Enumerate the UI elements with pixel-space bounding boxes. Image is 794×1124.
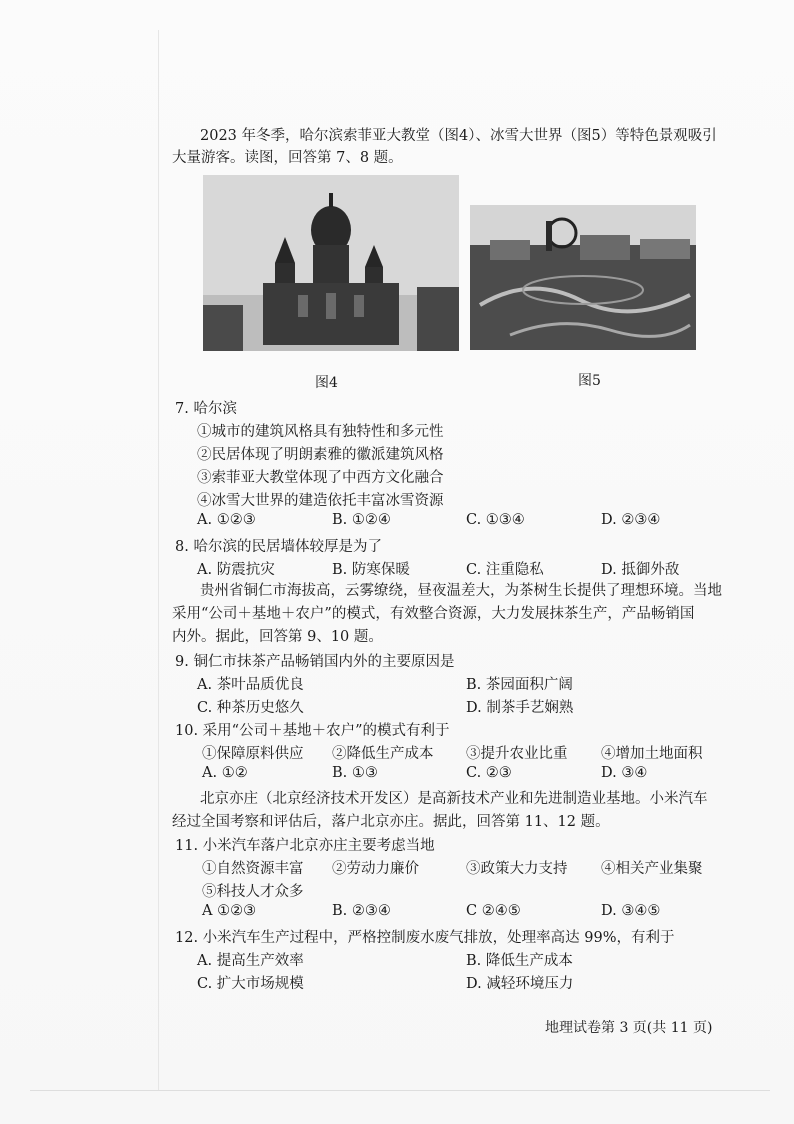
question-10-item-2: ②降低生产成本: [332, 746, 434, 762]
question-9-option-d[interactable]: D. 制茶手艺娴熟: [466, 700, 574, 716]
question-8-option-b[interactable]: B. 防寒保暖: [332, 562, 410, 578]
intro-q11-12-line1: 北京亦庄（北京经济技术开发区）是高新技术产业和先进制造业基地。小米汽车: [200, 791, 708, 807]
scan-bottom-edge: [30, 1090, 770, 1091]
question-8-stem: 8. 哈尔滨的民居墙体较厚是为了: [175, 539, 382, 555]
question-9-option-b[interactable]: B. 茶园面积广阔: [466, 677, 573, 693]
ice-world-illustration: [470, 205, 696, 350]
question-10-item-4: ④增加土地面积: [601, 746, 703, 762]
page-footer-label: 地理试卷第 3 页(共 11 页): [545, 1020, 713, 1036]
question-7-stem: 7. 哈尔滨: [175, 401, 237, 417]
question-12-option-d[interactable]: D. 减轻环境压力: [466, 976, 574, 992]
question-11-option-c[interactable]: C ②④⑤: [466, 903, 521, 919]
question-7-option-d[interactable]: D. ②③④: [601, 512, 661, 528]
question-12-option-a[interactable]: A. 提高生产效率: [197, 953, 304, 969]
question-10-option-c[interactable]: C. ②③: [466, 765, 512, 781]
intro-q9-10-line1: 贵州省铜仁市海拔高，云雾缭绕，昼夜温差大，为茶树生长提供了理想环境。当地: [200, 583, 722, 599]
question-11-option-a[interactable]: A ①②③: [202, 903, 257, 919]
figure-4-caption: 图4: [315, 375, 338, 391]
question-11-item-3: ③政策大力支持: [466, 861, 568, 877]
question-9-stem: 9. 铜仁市抹茶产品畅销国内外的主要原因是: [175, 654, 455, 670]
question-8-option-a[interactable]: A. 防震抗灾: [197, 562, 275, 578]
question-10-option-d[interactable]: D. ③④: [601, 765, 648, 781]
question-7-item-2: ②民居体现了明朗素雅的徽派建筑风格: [197, 447, 444, 463]
question-10-item-1: ①保障原料供应: [202, 746, 304, 762]
question-11-item-5: ⑤科技人才众多: [202, 884, 304, 900]
intro-q9-10-line3: 内外。据此，回答第 9、10 题。: [172, 629, 383, 645]
question-11-item-1: ①自然资源丰富: [202, 861, 304, 877]
figure-5-caption: 图5: [578, 373, 601, 389]
question-7-item-3: ③索菲亚大教堂体现了中西方文化融合: [197, 470, 444, 486]
question-11-stem: 11. 小米汽车落户北京亦庄主要考虑当地: [175, 838, 435, 854]
question-11-option-d[interactable]: D. ③④⑤: [601, 903, 661, 919]
scan-fold-line: [158, 30, 159, 1090]
intro-q7-8-line1: 2023 年冬季，哈尔滨索菲亚大教堂（图4）、冰雪大世界（图5）等特色景观吸引: [200, 128, 717, 144]
intro-q7-8-line2: 大量游客。读图，回答第 7、8 题。: [172, 150, 403, 166]
question-10-option-b[interactable]: B. ①③: [332, 765, 378, 781]
question-10-option-a[interactable]: A. ①②: [202, 765, 248, 781]
question-10-item-3: ③提升农业比重: [466, 746, 568, 762]
question-11-option-b[interactable]: B. ②③④: [332, 903, 391, 919]
question-7-option-c[interactable]: C. ①③④: [466, 512, 525, 528]
question-7-item-1: ①城市的建筑风格具有独特性和多元性: [197, 424, 444, 440]
question-11-item-4: ④相关产业集聚: [601, 861, 703, 877]
question-12-option-b[interactable]: B. 降低生产成本: [466, 953, 573, 969]
question-9-option-a[interactable]: A. 茶叶品质优良: [197, 677, 304, 693]
cathedral-illustration: [203, 175, 459, 351]
intro-q9-10-line2: 采用“公司＋基地＋农户”的模式，有效整合资源，大力发展抹茶生产，产品畅销国: [172, 606, 695, 622]
question-12-option-c[interactable]: C. 扩大市场规模: [197, 976, 304, 992]
question-7-option-a[interactable]: A. ①②③: [197, 512, 256, 528]
figure-5-photo: [470, 205, 696, 350]
question-12-stem: 12. 小米汽车生产过程中，严格控制废水废气排放，处理率高达 99%，有利于: [175, 930, 675, 946]
figure-4-photo: [203, 175, 459, 351]
question-8-option-d[interactable]: D. 抵御外敌: [601, 562, 680, 578]
question-10-stem: 10. 采用“公司＋基地＋农户”的模式有利于: [175, 723, 450, 739]
question-8-option-c[interactable]: C. 注重隐私: [466, 562, 544, 578]
intro-q11-12-line2: 经过全国考察和评估后，落户北京亦庄。据此，回答第 11、12 题。: [172, 814, 610, 830]
question-7-option-b[interactable]: B. ①②④: [332, 512, 391, 528]
question-11-item-2: ②劳动力廉价: [332, 861, 419, 877]
question-9-option-c[interactable]: C. 种茶历史悠久: [197, 700, 304, 716]
question-7-item-4: ④冰雪大世界的建造依托丰富冰雪资源: [197, 493, 444, 509]
